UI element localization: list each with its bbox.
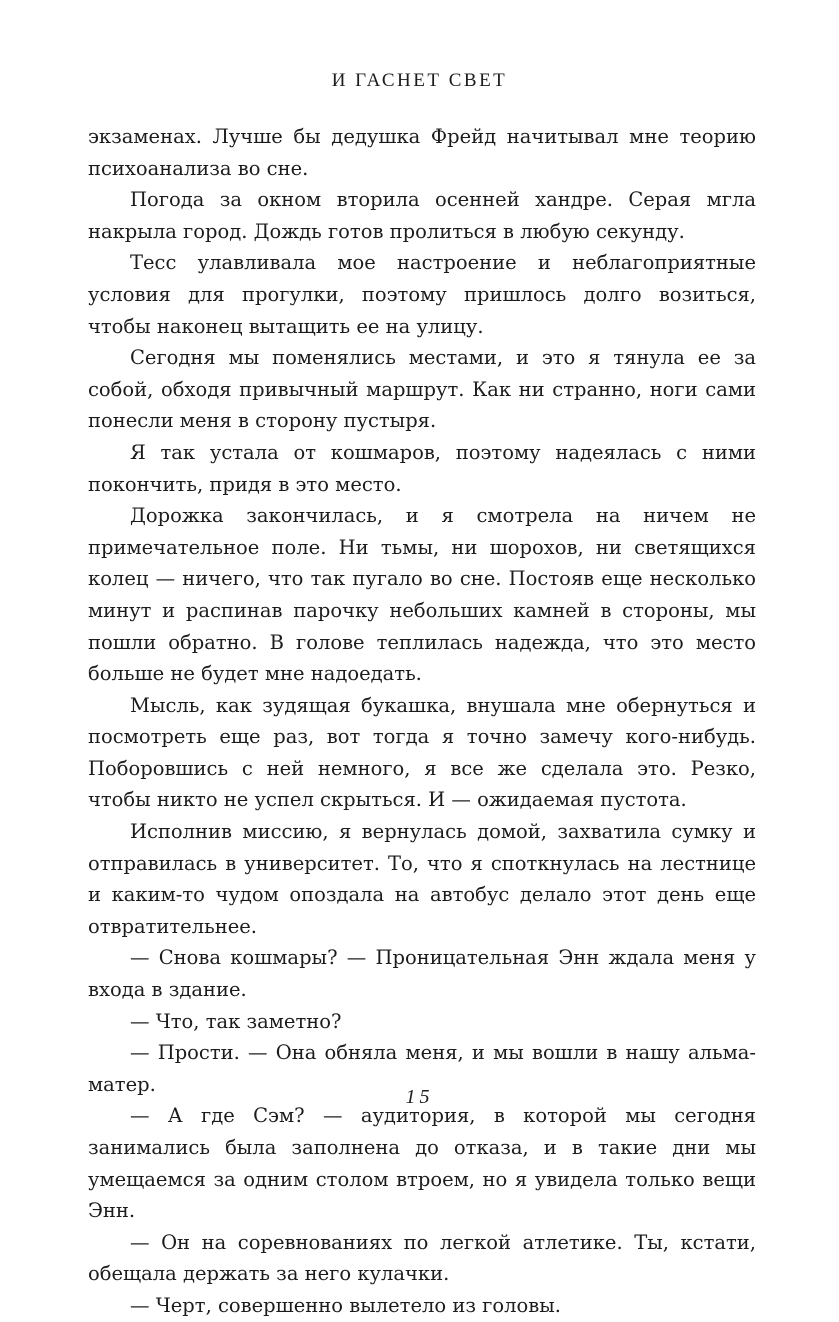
paragraph-4: Сегодня мы поменялись местами, и это я тянула ее за собой, обходя привычный маршрут. Как ни странно, ноги сами понесли меня в сторону пустыря. <box>88 346 756 433</box>
paragraph-6: Дорожка закончилась, и я смотрела на ничем не примечательное поле. Ни тьмы, ни шорохов, ни светящихся колец — ничего, что так пугало во сне. Постояв еще несколько минут и распинав парочку небольших камней в стороны, мы пошли обратно. В голове теплилась надежда, что это место больше не будет мне надоедать. <box>88 504 756 686</box>
page-number: 15 <box>405 1086 434 1108</box>
running-title: И ГАСНЕТ СВЕТ <box>331 70 508 91</box>
paragraph-7: Мысль, как зудящая букашка, внушала мне обернуться и посмотреть еще раз, вот тогда я точно замечу кого-нибудь. Поборовшись с ней немного, я все же сделала это. Резко, чтобы никто не успел скрыться. И — ожидаемая пустота. <box>88 693 756 812</box>
paragraph-1: экзаменах. Лучше бы дедушка Фрейд начитывал мне теорию психоанализа во сне. <box>88 125 756 180</box>
paragraph-3: Тесс улавливала мое настроение и неблагоприятные условия для прогулки, поэтому пришлось долго возиться, чтобы наконец вытащить ее на улицу. <box>88 251 756 338</box>
body-text <box>88 121 756 1322</box>
paragraph-2: Погода за окном вторила осенней хандре. Серая мгла накрыла город. Дождь готов пролиться в любую секунду. <box>88 188 756 243</box>
paragraph-5: Я так устала от кошмаров, поэтому надеялась с ними покончить, придя в это место. <box>88 440 756 496</box>
paragraph-8: Исполнив миссию, я вернулась домой, захватила сумку и отправилась в университет. То, что я споткнулась на лестнице и каким-то чудом опоздала на автобус делало этот день еще отвратительнее. <box>88 820 756 938</box>
dialogue-line: — Снова кошмары? — Проницательная Энн ждала меня у входа в здание. <box>88 946 756 1002</box>
dialogue-line: — А где Сэм? — аудитория, в которой мы сегодня занимались была заполнена до отказа, и в такие дни мы умещаемся за одним столом втроем, но я увидела только вещи Энн. <box>88 1104 756 1223</box>
dialogue-line: — Он на соревнованиях по легкой атлетике. Ты, кстати, обещала держать за него кулачки. <box>88 1230 756 1286</box>
dialogue-line: — Черт, совершенно вылетело из головы. <box>130 1293 561 1317</box>
dialogue-line: — Что, так заметно? <box>130 1009 342 1033</box>
dialogue-line: — Прости. — Она обняла меня, и мы вошли в нашу альма-матер. <box>88 1041 756 1096</box>
